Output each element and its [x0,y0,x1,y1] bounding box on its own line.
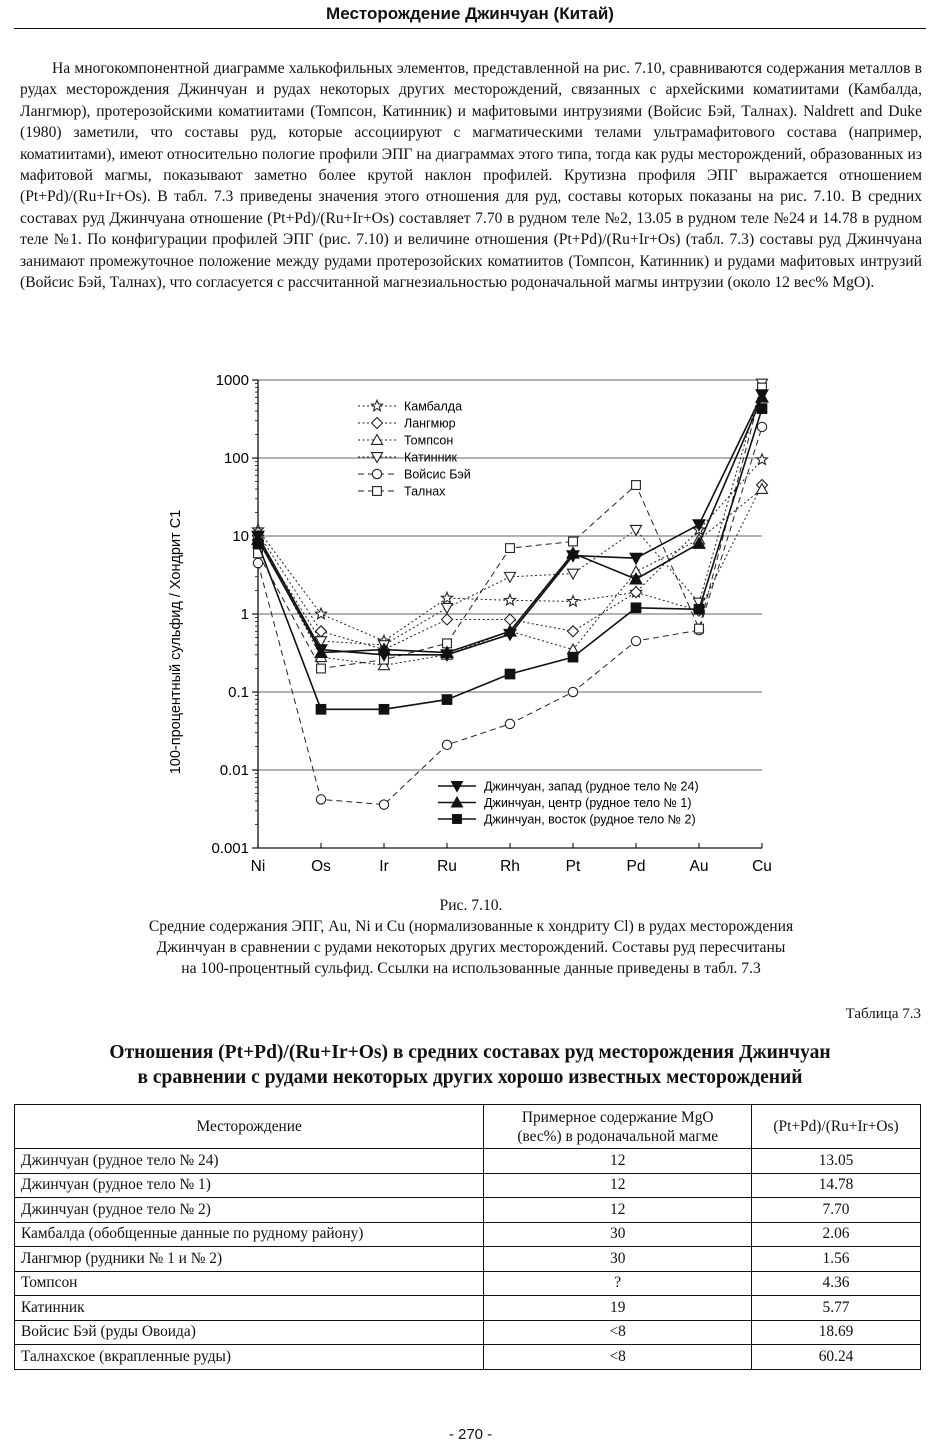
data-point [757,454,768,464]
column-header-deposit: Месторождение [15,1105,484,1149]
data-point [569,537,578,546]
data-point [505,572,516,582]
column-header-ratio: (Pt+Pd)/(Ru+Ir+Os) [752,1105,921,1149]
cell-mgo: 12 [484,1198,752,1223]
data-point [253,558,262,567]
legend-label: Джинчуан, центр (рудное тело № 1) [484,796,692,810]
cell-ratio: 1.56 [752,1247,921,1272]
chart-legend [358,400,699,827]
data-point [568,569,579,579]
legend-item [438,813,696,827]
data-point [506,544,515,553]
cell-deposit: Катинник [15,1296,484,1321]
cell-deposit: Джинчуан (рудное тело № 1) [15,1173,484,1198]
column-header-mgo [484,1105,752,1149]
table-title-line: в сравнении с рудами некоторых других хорошо известных месторождений [137,1067,803,1088]
table-row [15,1173,921,1198]
cell-mgo: ? [484,1271,752,1296]
y-tick-label: 1 [240,606,249,623]
data-point [253,539,263,549]
data-point [379,800,388,809]
data-point [505,614,516,625]
cell-deposit: Камбалда (обобщенные данные по рудному району) [15,1222,484,1247]
cell-deposit: Джинчуан (рудное тело № 2) [15,1198,484,1223]
y-tick-label: 0.001 [211,840,249,857]
data-point [316,608,327,619]
caption-line: Средние содержания ЭПГ, Au, Ni и Cu (нормализованные к хондриту Cl) в рудах месторождения [148,918,794,935]
cell-mgo: 19 [484,1296,752,1321]
y-tick-label: 10 [232,528,249,545]
legend-item [358,451,457,465]
data-point [757,404,767,414]
y-axis-label: 100-процентный сульфид / Хондрит С1 [168,509,184,775]
cell-ratio: 7.70 [752,1198,921,1223]
x-tick-label: Ru [437,858,457,875]
legend-label: Камбалда [404,399,463,414]
data-point [631,587,642,598]
y-tick-label: 1000 [215,372,249,389]
legend-item [438,796,692,810]
data-point [695,624,704,633]
data-point [442,695,452,705]
cell-ratio: 2.06 [752,1222,921,1247]
cell-ratio: 18.69 [752,1320,921,1345]
table-title-line: Отношения (Pt+Pd)/(Ru+Ir+Os) в средних составах руд месторождения Джинчуан [109,1042,831,1063]
data-point [372,400,383,411]
x-tick-label: Pt [565,858,581,875]
table-row [15,1149,921,1174]
column-header-mgo-line: (вес%) в родоначальной магме [517,1127,719,1145]
cell-ratio: 60.24 [752,1345,921,1370]
data-point [632,481,641,490]
data-point [316,626,327,637]
page-number: - 270 - [448,1426,493,1443]
data-point [568,626,579,637]
data-point [568,652,578,662]
caption-figure-number: Рис. 7.10. [439,897,503,914]
table-row [15,1222,921,1247]
data-point [505,595,516,605]
data-point [631,636,640,645]
cell-deposit: Томпсон [15,1271,484,1296]
x-tick-label: Pd [626,858,646,875]
legend-item [438,780,699,794]
cell-ratio: 4.36 [752,1271,921,1296]
figure-caption [20,895,922,979]
cell-ratio: 13.05 [752,1149,921,1174]
table-row [15,1198,921,1223]
data-point [316,705,326,715]
x-tick-label: Rh [500,858,520,875]
data-point [505,719,514,728]
data-point [442,614,453,625]
data-point [372,435,383,445]
legend-label: Джинчуан, восток (рудное тело № 2) [484,812,696,827]
cell-mgo: 30 [484,1247,752,1272]
x-tick-label: Os [311,858,331,875]
table-title [14,1040,926,1090]
legend-label: Талнах [404,484,446,499]
data-point [442,740,451,749]
column-header-mgo-line: Примерное содержание MgO [521,1108,714,1126]
y-tick-label: 0.01 [219,762,249,779]
series-line [258,384,762,645]
data-point [372,453,383,463]
legend-label: Лангмюр [404,416,456,431]
cell-mgo: 12 [484,1149,752,1174]
data-point [505,669,515,679]
data-point [631,525,642,535]
x-tick-label: Ir [379,858,389,875]
x-tick-label: Au [689,858,709,875]
data-point [757,422,766,431]
data-point [568,596,579,607]
multi-element-chart [150,372,790,882]
legend-item [358,400,462,414]
caption-line: Джинчуан в сравнении с рудами некоторых других месторождений. Составы руд пересчитаны [156,939,786,956]
data-point [373,487,382,496]
x-tick-label: Cu [752,858,772,875]
cell-deposit: Талнахское (вкрапленные руды) [15,1345,484,1370]
data-point [379,705,389,715]
legend-item [358,485,446,499]
cell-ratio: 5.77 [752,1296,921,1321]
y-tick-label: 100 [223,450,249,467]
table-row [15,1247,921,1272]
legend-label: Катинник [404,450,457,465]
legend-label: Джинчуан, запад (рудное тело № 24) [484,779,699,794]
data-point [694,604,704,614]
table-row [15,1271,921,1296]
x-tick-label: Ni [250,858,266,875]
table-header-row [15,1105,921,1149]
caption-line: на 100-процентный сульфид. Ссылки на использованные данные приведены в табл. 7.3 [181,960,761,977]
data-point [442,603,453,613]
cell-mgo: 30 [484,1222,752,1247]
legend-label: Войсис Бэй [404,467,471,482]
data-point [372,418,383,429]
data-table [14,1104,921,1370]
cell-deposit: Джинчуан (рудное тело № 24) [15,1149,484,1174]
data-point [631,603,641,613]
cell-mgo: 12 [484,1173,752,1198]
data-point [317,664,326,673]
legend-item [358,417,456,431]
chart-series [252,379,768,809]
page-header [14,2,926,29]
body-paragraph: На многокомпонентной диаграмме халькофильных элементов, представленной на рис. 7.10, сравниваются содержания металлов в рудах месторождения Джинчуан и рудах некоторых других месторождений, связанных с архейскими коматиитами (Камбалда, Лангмюр), протерозойскими коматиитами (Томпсон, Катинник) и мафитовыми интрузиями (Войсис Бэй, Талнах). Naldrett and Duke (1980) заметили, что составы руд, которые ассоциируют с магматическими телами ультрамафитового состава (например, коматиитами), имеют относительно пологие профили ЭПГ на диаграммах этого типа, тогда как руды месторождений, образованных из мафитовой магмы, показывают заметно более крутой наклон профилей. Крутизна профиля ЭПГ выражается отношением (Pt+Pd)/(Ru+Ir+Os). В табл. 7.3 приведены значения этого отношения для руд, составы которых показаны на рис. 7.10. В средних составах руд Джинчуана отношение (Pt+Pd)/(Ru+Ir+Os) составляет 7.70 в рудном теле №2, 13.05 в рудном теле №24 и 14.78 в рудном теле №1. По конфигурации профилей ЭПГ (рис. 7.10) и величине отношения (Pt+Pd)/(Ru+Ir+Os) (табл. 7.3) составы руд Джинчуана занимают промежуточное положение между рудами протерозойских коматиитов (Томпсон, Катинник) и рудами мафитовых интрузий (Войсис Бэй, Талнах), что согласуется с рассчитанной магнезиальностью родоначальной магмы интрузии (около 12 вес% MgO). [20,60,922,292]
table-row [15,1345,921,1370]
table-row [15,1320,921,1345]
data-point [316,795,325,804]
data-point [453,815,462,824]
cell-ratio: 14.78 [752,1173,921,1198]
cell-mgo: <8 [484,1345,752,1370]
legend-label: Томпсон [404,433,454,448]
table-row [15,1296,921,1321]
cell-deposit: Лангмюр (рудники № 1 и № 2) [15,1247,484,1272]
cell-deposit: Войсис Бэй (руды Овоида) [15,1320,484,1345]
table-label: Таблица 7.3 [845,1006,921,1022]
cell-mgo: <8 [484,1320,752,1345]
legend-item [358,434,453,448]
legend-item [358,468,471,482]
running-title: Месторождение Джинчуан (Китай) [326,4,614,23]
data-point [568,687,577,696]
data-point [372,469,381,478]
y-tick-label: 0.1 [228,684,249,701]
series-line [258,409,762,710]
